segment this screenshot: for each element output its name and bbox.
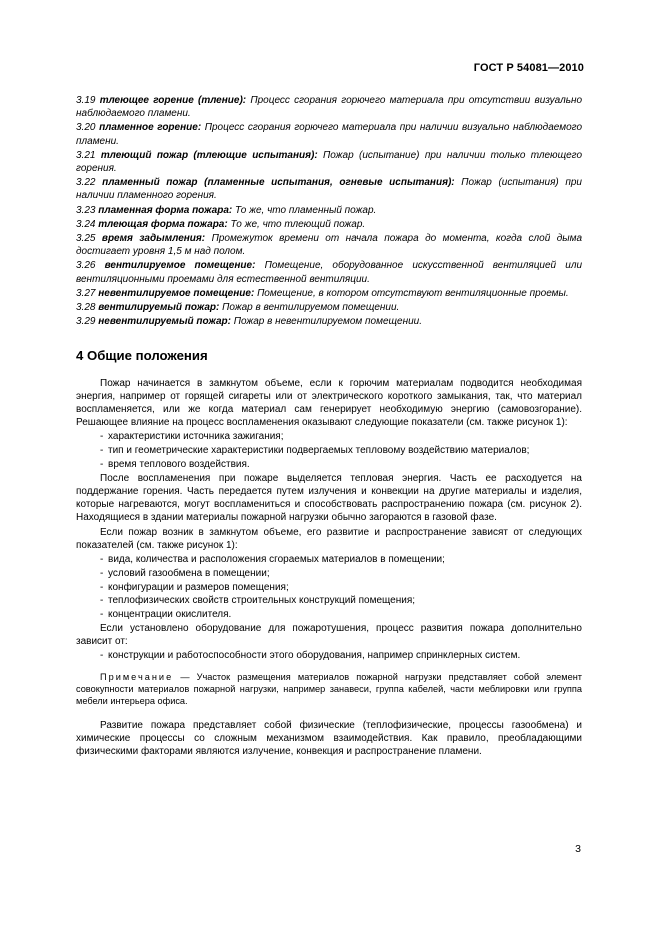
dash-icon: - [100, 581, 104, 593]
dash-icon: - [100, 650, 104, 662]
definition-text: Пожар в вентилируемом помещении. [222, 302, 400, 314]
definition-term: пламенная форма пожара: [98, 204, 233, 216]
list-item [76, 567, 582, 580]
list-item [76, 553, 582, 566]
definition-item [76, 218, 582, 231]
page-content [76, 94, 582, 759]
definition-text: То же, что пламенный пожар. [235, 204, 377, 216]
definition-item [76, 315, 582, 328]
definition-item [76, 232, 582, 258]
list-item-text: конфигурации и размеров помещения; [108, 581, 289, 593]
definition-number: 3.28 [76, 302, 96, 314]
dash-icon: - [100, 445, 104, 457]
list-item [76, 581, 582, 594]
note-text: — Участок размещения материалов пожарной нагрузки представляет собой элемент совокупности материалов пожарной нагрузки, например занавеси, группа кабелей, части меблировки или группа мебели интерьера офиса. [76, 671, 582, 706]
dash-icon: - [100, 595, 104, 607]
definition-text: Процесс сгорания горючего материала при наличии визуально наблюдаемого пламени. [76, 122, 583, 147]
dash-icon: - [100, 609, 104, 621]
page-number: 3 [575, 843, 581, 855]
list-item [76, 649, 582, 662]
definition-item [76, 94, 582, 120]
dash-icon: - [100, 431, 104, 443]
definition-term: тлеющее горение (тление): [99, 95, 247, 106]
definition-number: 3.24 [76, 218, 96, 230]
list-item-text: теплофизических свойств строительных конструкций помещения; [108, 595, 416, 607]
definition-term: вентилируемый пожар: [98, 302, 220, 314]
definition-text: То же, что тлеющий пожар. [230, 218, 366, 230]
list-item-text: время теплового воздействия. [108, 459, 250, 471]
definition-number: 3.25 [76, 233, 96, 245]
definition-term: вентилируемое помещение: [104, 260, 256, 272]
definition-text: Промежуток времени от начала пожара до момента, когда слой дыма достигает уровня 1,5 м над полом. [76, 233, 583, 258]
definition-number: 3.26 [76, 260, 96, 272]
definition-text: Процесс сгорания горючего материала при отсутствии визуально наблюдаемого пламени. [76, 95, 583, 120]
dash-icon: - [100, 567, 104, 579]
note [76, 671, 582, 707]
list-item-text: вида, количества и расположения сгораемых материалов в помещении; [108, 554, 445, 566]
definition-number: 3.29 [76, 316, 96, 328]
definition-item [76, 149, 582, 175]
definition-text: Пожар в невентилируемом помещении. [233, 316, 423, 328]
definitions-list [76, 94, 582, 328]
list-item [76, 444, 582, 457]
list-item [76, 458, 582, 471]
definition-term: пламенный пожар (пламенные испытания, огневые испытания): [102, 177, 455, 189]
list-item-text: тип и геометрические характеристики подвергаемых тепловому воздействию материалов; [108, 445, 530, 457]
list-item-text: условий газообмена в помещении; [108, 567, 270, 579]
note-label: Примечание [100, 671, 174, 682]
list-item-text: конструкции и работоспособности этого оборудования, например спринклерных систем. [108, 650, 521, 662]
definition-text: Помещение, в котором отсутствуют вентиляционные проемы. [257, 287, 569, 299]
list-item-text: концентрации окислителя. [108, 609, 232, 621]
definition-number: 3.21 [76, 149, 96, 161]
definition-term: тлеющий пожар (тлеющие испытания): [100, 149, 318, 161]
bullet-list [76, 649, 582, 662]
definition-term: тлеющая форма пожара: [98, 218, 228, 230]
definition-term: пламенное горение: [99, 122, 202, 134]
paragraph: После воспламенения при пожаре выделяется тепловая энергия. Часть ее расходуется на поддержание горения. Часть передается путем излучения и конвекции на другие материалы и изделия, которые нагреваются, могут воспламениться и способствовать распространению пожара (см. рисунок 2). Находящиеся в здании материалы пожарной нагрузки обычно загораются в газовой фазе. [76, 472, 582, 524]
dash-icon: - [100, 459, 104, 471]
list-item [76, 608, 582, 621]
definition-number: 3.19 [76, 95, 96, 106]
definition-term: невентилируемый пожар: [98, 316, 231, 328]
list-item [76, 430, 582, 443]
paragraph: Пожар начинается в замкнутом объеме, если к горючим материалам подводится необходимая энергия, например от горящей сигареты или от электрического короткого замыкания, так, что материал воспламеняется, или же когда материал сам генерирует необходимую энергию (самовозгорание). Решающее влияние на процесс воспламенения оказывают следующие показатели (см. также рисунок 1): [76, 377, 582, 429]
definition-number: 3.27 [76, 287, 96, 299]
bullet-list [76, 430, 582, 471]
definition-item [76, 204, 582, 217]
definition-number: 3.23 [76, 204, 96, 216]
definition-item [76, 301, 582, 314]
definition-item [76, 176, 582, 202]
definition-item [76, 287, 582, 300]
bullet-list [76, 553, 582, 621]
definition-term: время задымления: [101, 233, 206, 245]
definition-item [76, 121, 582, 147]
list-item [76, 594, 582, 607]
definition-text: Пожар (испытания) при наличии пламенного горения. [76, 177, 582, 202]
definition-number: 3.22 [76, 177, 96, 189]
paragraph: Если пожар возник в замкнутом объеме, его развитие и распространение зависят от следующих показателей (см. также рисунок 1): [76, 526, 582, 551]
section-heading: 4 Общие положения [76, 348, 208, 364]
definition-text: Помещение, оборудованное искусственной вентиляцией или вентиляционными проемами для естественной вентиляции. [76, 260, 583, 285]
list-item-text: характеристики источника зажигания; [108, 431, 284, 443]
definition-item [76, 259, 582, 285]
definition-term: невентилируемое помещение: [98, 287, 255, 299]
definition-text: Пожар (испытание) при наличии только тлеющего горения. [76, 149, 583, 175]
paragraph: Развитие пожара представляет собой физические (теплофизические, процессы газообмена) и химические процессы со сложным механизмом взаимодействия. Как правило, преобладающими физическими факторами являются излучение, конвекция и распространение пламени. [76, 719, 582, 758]
paragraph: Если установлено оборудование для пожаротушения, процесс развития пожара дополнительно зависит от: [76, 623, 582, 648]
definition-number: 3.20 [76, 122, 96, 134]
document-header: ГОСТ Р 54081—2010 [473, 62, 584, 74]
dash-icon: - [100, 554, 104, 566]
